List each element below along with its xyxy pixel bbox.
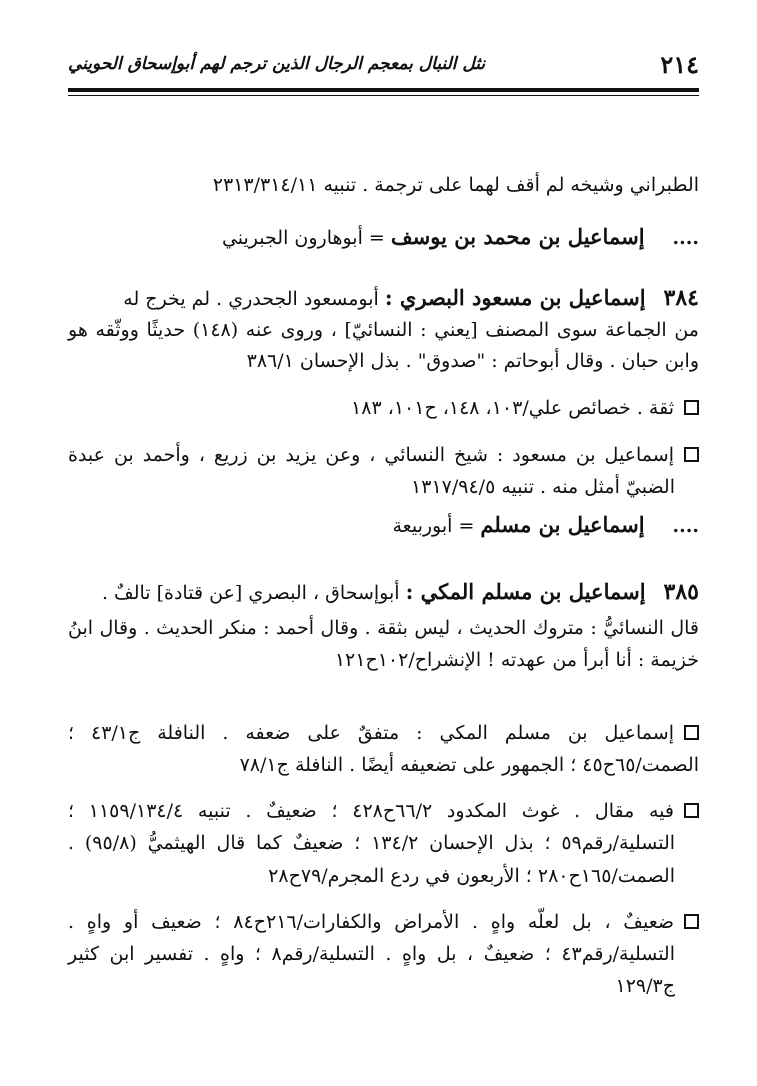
- reference-text: = أبوهارون الجبريني: [221, 227, 391, 249]
- leader-dots: ....: [672, 227, 699, 249]
- leader-dots: ....: [672, 515, 699, 537]
- text-line: الضبيّ أمثل منه . تنبيه ١٣١٧/٩٤/٥: [411, 476, 675, 498]
- narrator-name: إسماعيل بن مسلم المكي :: [405, 579, 646, 604]
- checkbox-icon: [684, 447, 699, 462]
- text-line: وابن حبان . وقال أبوحاتم : "صدوق" . بذل الإحسان ٣٨٦/١: [246, 350, 699, 372]
- bullet-text: إسماعيل بن مسعود : شيخ النسائي ، وعن يزيد بن زريع ، وأحمد بن عبدة: [68, 444, 674, 466]
- text-line: الطبراني وشيخه لم أقف لهما على ترجمة . تنبيه ٢٣١٣/٣١٤/١١: [212, 174, 699, 196]
- text-line: خزيمة : أنا أبرأ من عهدته ! الإنشراح/١٠٢ح١٢١: [334, 649, 699, 671]
- cross-reference: [68, 510, 699, 541]
- entry-text: أبوإسحاق ، البصري [عن قتادة] تالفٌ .: [101, 582, 406, 604]
- entry-text: أبومسعود الجحدري . لم يخرج له: [123, 288, 385, 310]
- header-rule-thick: [68, 88, 699, 92]
- text-line: الصمت/٦٥ح٤٥ ؛ الجمهور على تضعيفه أيضًا . النافلة ج٧٨/١: [239, 754, 699, 776]
- entry-heading: [68, 283, 699, 314]
- bullet-text: ضعيفٌ ، بل لعلّه واهٍ . الأمراض والكفارات/٢١٦ح٨٤ ؛ ضعيف أو واهٍ .: [68, 911, 675, 933]
- bullet-item: [68, 907, 699, 937]
- narrator-name: إسماعيل بن مسلم: [480, 512, 645, 537]
- page-header: [68, 50, 699, 84]
- cross-reference: [68, 222, 699, 253]
- book-title: نثل النبال بمعجم الرجال الذين ترجم لهم أبوإسحاق الحويني: [68, 54, 486, 74]
- entry-number: ٣٨٥: [663, 579, 699, 605]
- text-line: الصمت/١٦٥ح٢٨٠ ؛ الأربعون في ردع المجرم/٧٩ح٢٨: [268, 865, 675, 887]
- page-number: ٢١٤: [660, 50, 699, 79]
- text-line: من الجماعة سوى المصنف [يعني : النسائيّ] ، وروى عنه (١٤٨) حديثًا ووثّقه هو: [68, 319, 699, 341]
- bullet-item: [68, 796, 699, 826]
- checkbox-icon: [684, 400, 699, 415]
- bullet-item: [68, 393, 699, 423]
- bullet-item: [68, 718, 699, 748]
- header-rule-thin: [68, 95, 699, 96]
- narrator-name: إسماعيل بن محمد بن يوسف: [390, 224, 645, 249]
- bullet-item: [68, 440, 699, 470]
- text-line: التسلية/رقم٥٩ ؛ بذل الإحسان ١٣٤/٢ ؛ ضعيفٌ كما قال الهيثميُّ (٩٥/٨) .: [68, 832, 676, 854]
- bullet-text: ثقة . خصائص علي/١٠٣، ١٤٨، ح١٠١، ١٨٣: [351, 397, 674, 419]
- checkbox-icon: [684, 725, 699, 740]
- checkbox-icon: [684, 914, 699, 929]
- entry-number: ٣٨٤: [663, 285, 699, 311]
- entry-heading: [68, 577, 699, 608]
- text-line: التسلية/رقم٤٣ ؛ ضعيفٌ ، بل واهٍ . التسلية/رقم٨ ؛ واهٍ . تفسير ابن كثير: [68, 943, 675, 965]
- bullet-text: فيه مقال . غوث المكدود ٦٦/٢ح٤٢٨ ؛ ضعيفٌ . تنبيه ١١٥٩/١٣٤/٤ ؛: [68, 800, 674, 822]
- checkbox-icon: [684, 803, 699, 818]
- text-line: قال النسائيُّ : متروك الحديث ، ليس بثقة . وقال أحمد : منكر الحديث . وقال ابنُ: [68, 617, 699, 639]
- reference-text: = أبوربيعة: [392, 515, 481, 537]
- bullet-text: إسماعيل بن مسلم المكي : متفقٌ على ضعفه . النافلة ج٤٣/١ ؛: [68, 722, 674, 744]
- text-line: ج١٢٩/٣: [615, 975, 675, 997]
- narrator-name: إسماعيل بن مسعود البصري :: [384, 285, 646, 310]
